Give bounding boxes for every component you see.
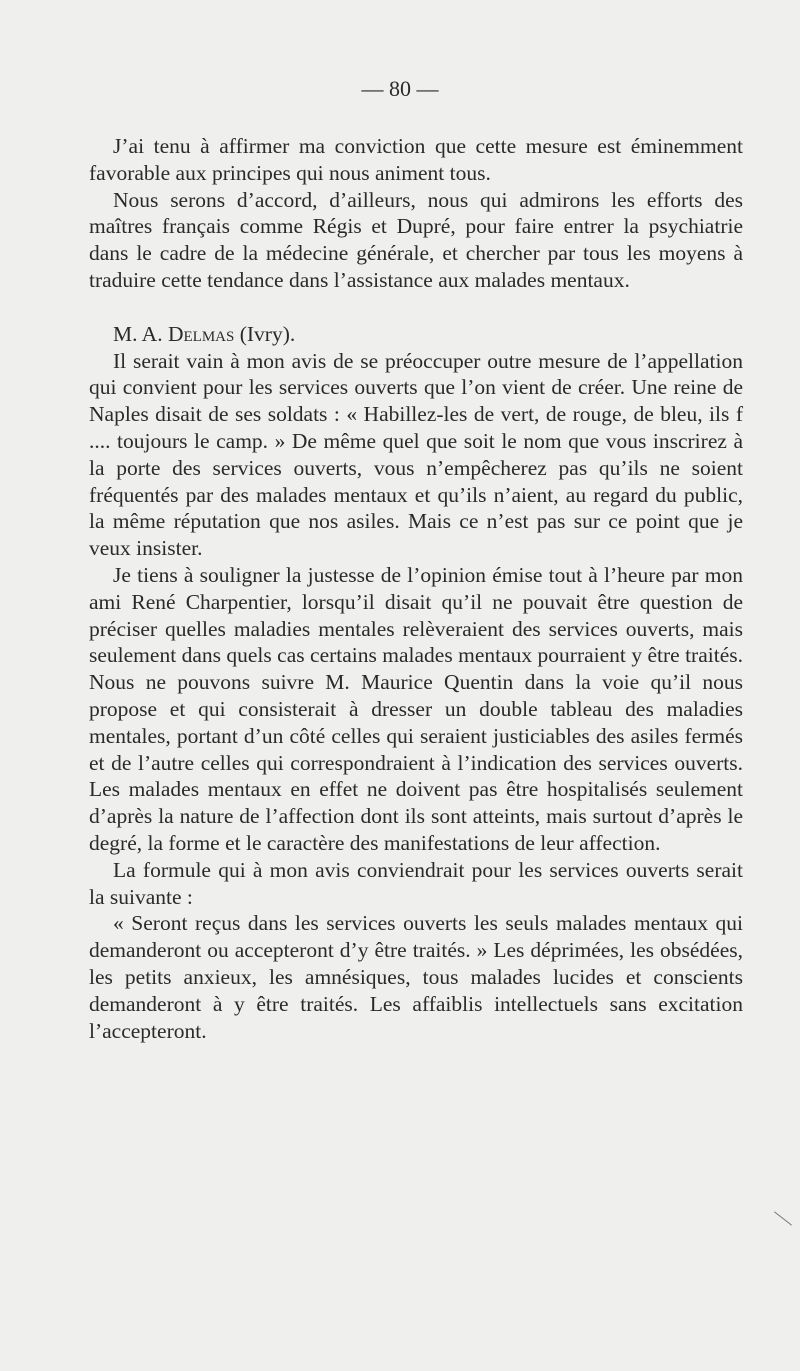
paragraph: La formule qui à mon avis conviendrait pour les services ouverts serait la suivante : [89,857,743,909]
paragraph: Je tiens à souligner la justesse de l’opinion émise tout à l’heure par mon ami René Charpentier, lorsqu’il disait qu’il ne pouvait être question de préciser quelles maladies mentales relèveraient des services ouverts, mais seulement dans quels cas certains malades mentaux pourraient y être traités. Nous ne pouvons suivre M. Maurice Quentin dans la voie qu’il nous propose et qui consisterait à dresser un double tableau des maladies mentales, portant d’un côté celles qui seraient justiciables des asiles fermés et de l’autre celles qui correspondraient à l’indication des services ouverts. Les malades mentaux en effet ne doivent pas être hospitalisés seulement d’après la nature de l’affection dont ils sont atteints, mais surtout d’après le degré, la forme et le caractère des manifestations de leur affection. [89,562,743,855]
paragraph: Il serait vain à mon avis de se préoccuper outre mesure de l’appellation qui convient pour les services ouverts que l’on vient de créer. Une reine de Naples disait de ses soldats : « Habillez-les de vert, de rouge, de bleu, ils f .... toujours le camp. » De même quel que soit le nom que vous inscrirez à la porte des services ouverts, vous n’empêcherez pas qu’ils ne soient fréquentés par des malades mentaux et qu’ils n’aient, au regard du public, la même réputation que nos asiles. Mais ce n’est pas sur ce point que je veux insister. [89,348,743,561]
speaker-heading [89,321,743,348]
body-text [89,133,743,1044]
paragraph: J’ai tenu à affirmer ma conviction que cette mesure est éminemment favorable aux principes qui nous animent tous. [89,134,743,185]
paragraph: « Seront reçus dans les services ouverts les seuls malades mentaux qui demanderont ou accepteront d’y être traités. » Les déprimées, les obsédées, les petits anxieux, les amnésiques, tous malades lucides et conscients demanderont à y être traités. Les affaiblis intellectuels sans excitation l’accepteront. [89,911,743,1043]
section-gap [89,294,743,321]
speaker-place: (Ivry). [234,321,296,346]
speaker-prefix: M. A. [113,321,168,346]
paragraph: Nous serons d’accord, d’ailleurs, nous qui admirons les efforts des maîtres français comme Régis et Dupré, pour faire entrer la psychiatrie dans le cadre de la médecine générale, et chercher par tous les moyens à traduire cette tendance dans l’assistance aux malades mentaux. [89,187,743,292]
margin-stroke [774,1211,792,1225]
page-number: — 80 — [361,76,439,101]
speaker-name: Delmas [167,321,235,346]
